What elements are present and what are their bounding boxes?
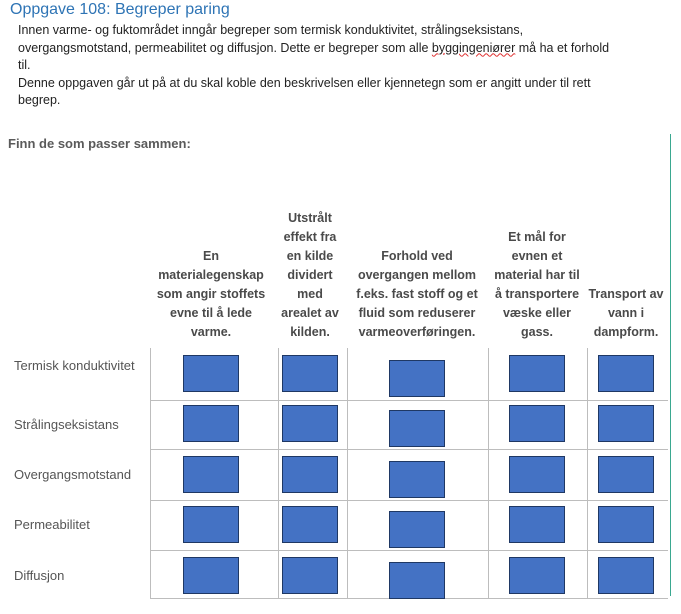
intro-text [18, 22, 618, 110]
column-divider-2 [278, 348, 279, 598]
column-header-5 [587, 160, 665, 342]
drop-target-r3-c3[interactable] [389, 461, 445, 498]
drop-target-r4-c5[interactable] [598, 506, 654, 543]
drop-target-r4-c2[interactable] [282, 506, 338, 543]
drop-target-r5-c5[interactable] [598, 557, 654, 594]
intro-p1-b: må ha et forhold til. [18, 40, 610, 72]
column-header-text-5: Transport av vann i dampform. [588, 287, 664, 339]
drop-target-r4-c3[interactable] [389, 511, 445, 548]
column-divider-3 [347, 348, 348, 598]
column-divider-1 [150, 348, 151, 598]
drop-target-r3-c5[interactable] [598, 456, 654, 493]
drop-target-r2-c1[interactable] [183, 405, 239, 442]
column-header-1 [149, 160, 273, 342]
matching-subtitle: Finn de som passer sammen: [8, 136, 191, 151]
intro-paragraph-1 [18, 22, 618, 75]
column-header-text-4: Et mål for evnen et material har til å transportere væske eller gass. [494, 230, 580, 339]
column-header-text-1: En materialegenskap som angir stoffets evne til å lede varme. [156, 249, 266, 339]
drop-target-r3-c4[interactable] [509, 456, 565, 493]
drop-target-r2-c2[interactable] [282, 405, 338, 442]
drop-target-r4-c1[interactable] [183, 506, 239, 543]
intro-p1-a: Innen varme- og fuktområdet inngår begreper som termisk konduktivitet, strålingseksistans, overgangsmotstand, permeabilitet og diffusjon. Dette er begreper som alle [18, 23, 524, 55]
row-label-5: Diffusjon [14, 568, 65, 583]
drop-target-r3-c2[interactable] [282, 456, 338, 493]
row-divider-1 [150, 400, 668, 401]
drop-target-r1-c3[interactable] [389, 360, 445, 397]
row-label-3: Overgangsmotstand [14, 467, 132, 482]
row-label-4: Permeabilitet [14, 517, 90, 532]
drop-target-r5-c4[interactable] [509, 557, 565, 594]
drop-target-r2-c3[interactable] [389, 410, 445, 447]
intro-paragraph-2: Denne oppgaven går ut på at du skal koble den beskrivelsen eller kjennetegn som er angitt under til rett begrep. [18, 75, 591, 107]
page-title: Oppgave 108: Begreper paring [10, 1, 230, 18]
drop-target-r2-c5[interactable] [598, 405, 654, 442]
row-label-1: Termisk konduktivitet [14, 358, 135, 373]
column-header-text-3: Forhold ved overgangen mellom f.eks. fast stoff og et fluid som reduserer varmeoverføringen. [356, 249, 478, 339]
row-label-2: Strålingseksistans [14, 417, 119, 432]
drop-target-r1-c5[interactable] [598, 355, 654, 392]
row-divider-2 [150, 449, 668, 450]
drop-target-r3-c1[interactable] [183, 456, 239, 493]
drop-target-r5-c2[interactable] [282, 557, 338, 594]
column-header-3 [348, 160, 486, 342]
column-divider-4 [488, 348, 489, 598]
drop-target-r5-c3[interactable] [389, 562, 445, 599]
column-header-text-2: Utstrålt effekt fra en kilde dividert med arealet av kilden. [281, 211, 339, 339]
column-header-2 [278, 160, 342, 342]
column-header-4 [492, 160, 582, 342]
intro-p1-spell: byggingeniører [431, 40, 516, 55]
row-divider-4 [150, 550, 668, 551]
right-accent-line [670, 134, 671, 596]
drop-target-r1-c4[interactable] [509, 355, 565, 392]
drop-target-r1-c1[interactable] [183, 355, 239, 392]
column-divider-5 [587, 348, 588, 598]
drop-target-r5-c1[interactable] [183, 557, 239, 594]
drop-target-r4-c4[interactable] [509, 506, 565, 543]
drop-target-r2-c4[interactable] [509, 405, 565, 442]
row-divider-3 [150, 500, 668, 501]
drop-target-r1-c2[interactable] [282, 355, 338, 392]
